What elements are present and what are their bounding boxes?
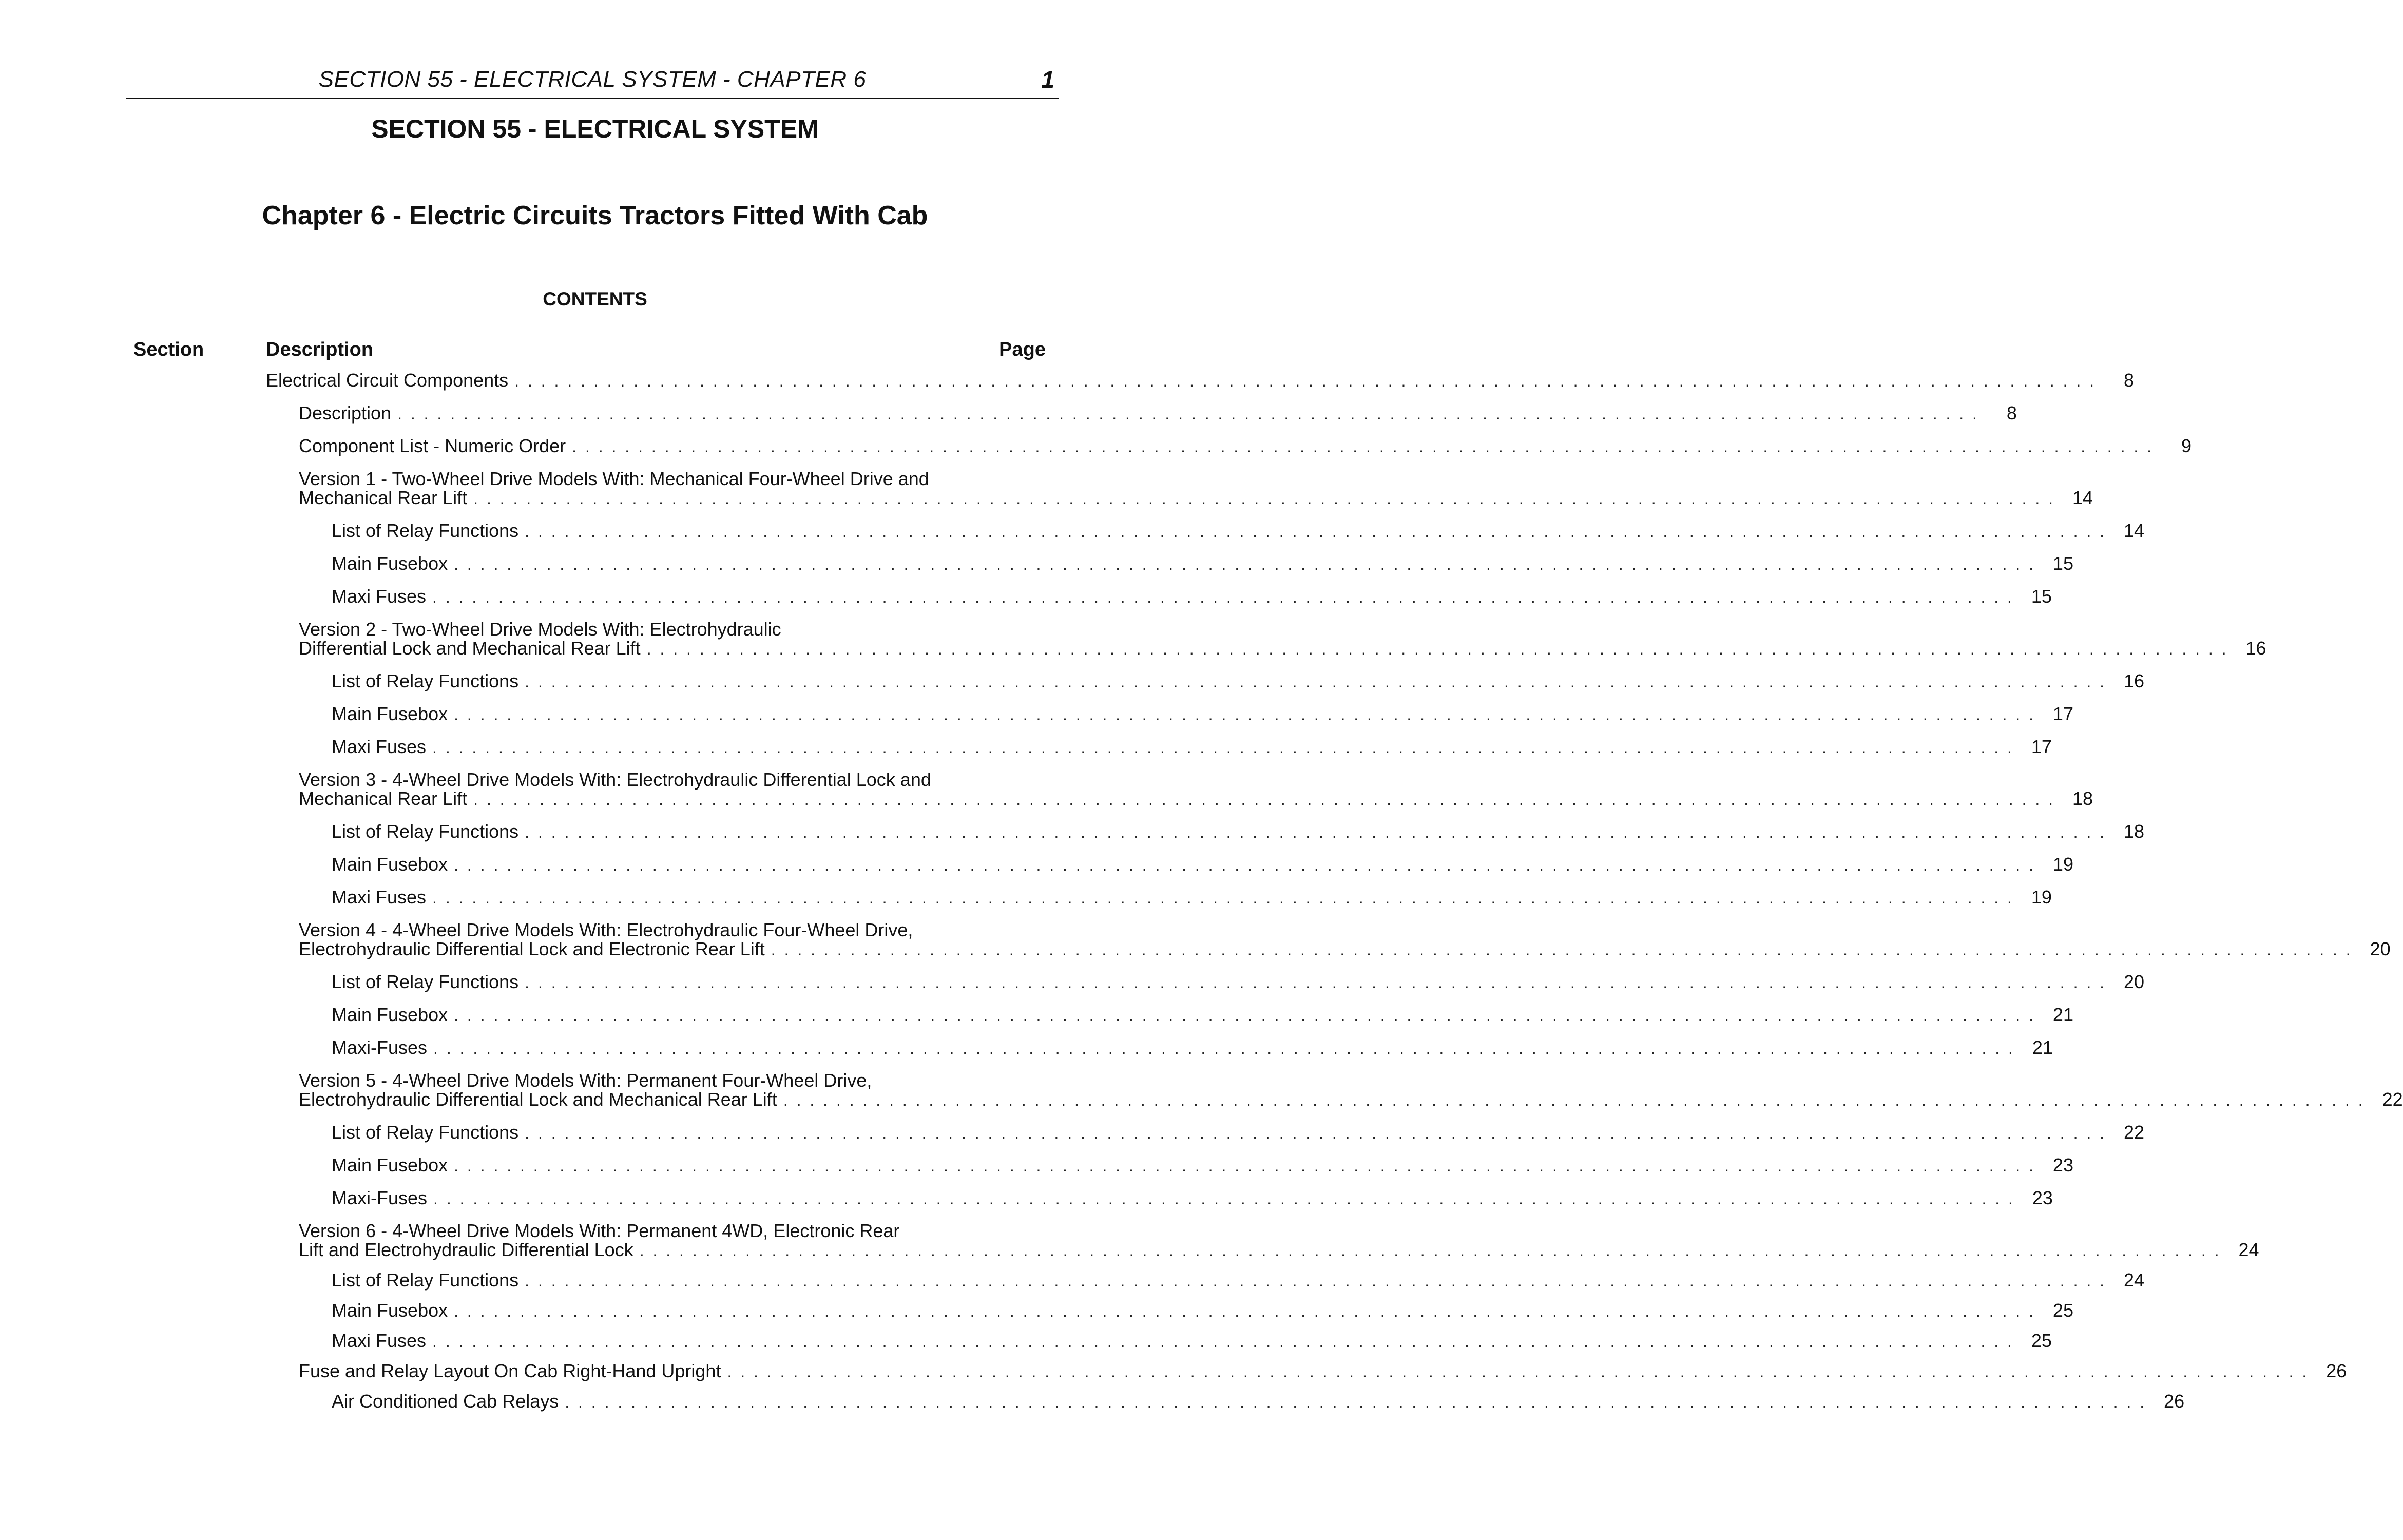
dot-leader: . . . . . . . . . . . . . . . . . . . . . . . . . . . . . . . . . . . . . . . . . . . . . . . . . . . . . . . . . . . . . . . . . . . . . . . . . . . . . . . . . . . . . . . . . . . . . . . . . . . . . . . . . . . . . . . . . . . . . . . . [525, 672, 2107, 691]
toc-entry-page: 25 [2052, 1300, 2073, 1321]
toc-entry-title: Mechanical Rear Lift [299, 788, 468, 809]
toc-entry-page: 20 [2123, 971, 2145, 992]
column-header-description: Description [266, 339, 374, 360]
toc-entry-page: 20 [2370, 938, 2391, 959]
toc-entry-page: 9 [2181, 435, 2192, 456]
toc-entry-page: 14 [2123, 520, 2145, 541]
dot-leader: . . . . . . . . . . . . . . . . . . . . . . . . . . . . . . . . . . . . . . . . . . . . . . . . . . . . . . . . . . . . . . . . . . . . . . . . . . . . . . . . . . . . . . . . . . . . . . . . . . . . . . . . . . . . . . . . . . . . . . . . [433, 1039, 2015, 1057]
toc-entry-title: Maxi Fuses [332, 887, 427, 908]
dot-leader: . . . . . . . . . . . . . . . . . . . . . . . . . . . . . . . . . . . . . . . . . . . . . . . . . . . . . . . . . . . . . . . . . . . . . . . . . . . . . . . . . . . . . . . . . . . . . . . . . . . . . . . . . . . . . . . . . . . . . . . . [525, 522, 2107, 541]
toc-entry-title: Maxi Fuses [332, 586, 427, 607]
toc-entry-title-line: Version 3 - 4-Wheel Drive Models With: Electrohydraulic Differential Lock and [299, 769, 931, 790]
toc-entry-title: List of Relay Functions [332, 1122, 519, 1143]
toc-entry-title-line: Version 2 - Two-Wheel Drive Models With: Electrohydraulic [299, 619, 781, 640]
dot-leader: . . . . . . . . . . . . . . . . . . . . . . . . . . . . . . . . . . . . . . . . . . . . . . . . . . . . . . . . . . . . . . . . . . . . . . . . . . . . . . . . . . . . . . . . . . . . . . . . . . . . . . . . . . . . . . . . . . . . . . . . [454, 1006, 2035, 1025]
toc-entry-page: 19 [2031, 887, 2052, 908]
toc-entry-title: Differential Lock and Mechanical Rear Lift [299, 638, 641, 659]
dot-leader: . . . . . . . . . . . . . . . . . . . . . . . . . . . . . . . . . . . . . . . . . . . . . . . . . . . . . . . . . . . . . . . . . . . . . . . . . . . . . . . . . . . . . . . . . . . . . . . . . . . . . . . . . . . . . . . . . . . . . . . . [433, 1189, 2015, 1208]
dot-leader: . . . . . . . . . . . . . . . . . . . . . . . . . . . . . . . . . . . . . . . . . . . . . . . . . . . . . . . . . . . . . . . . . . . . . . . . . . . . . . . . . . . . . . . . . . . . . . . . . . . . . . . . . . . . . . . . . . . . . . . . [565, 1393, 2147, 1411]
toc-entry-page: 18 [2072, 788, 2093, 809]
toc-entry-title: Maxi Fuses [332, 1330, 427, 1351]
dot-leader: . . . . . . . . . . . . . . . . . . . . . . . . . . . . . . . . . . . . . . . . . . . . . . . . . . . . . . . . . . . . . . . . . . . . . . . . . . . . . . . . . . . . . . . . . . . . . . . . . . . . . . . . . . . . . . . . . . . . . . . . [454, 705, 2035, 724]
dot-leader: . . . . . . . . . . . . . . . . . . . . . . . . . . . . . . . . . . . . . . . . . . . . . . . . . . . . . . . . . . . . . . . . . . . . . . . . . . . . . . . . . . . . . . . . . . . . . . . . . . . . . . . . . . . . . . . . . . . . . . . . [432, 889, 2014, 907]
toc-entry-page: 23 [2032, 1187, 2053, 1208]
toc-entry-page: 15 [2052, 553, 2073, 574]
toc-entry-title: List of Relay Functions [332, 821, 519, 842]
dot-leader: . . . . . . . . . . . . . . . . . . . . . . . . . . . . . . . . . . . . . . . . . . . . . . . . . . . . . . . . . . . . . . . . . . . . . . . . . . . . . . . . . . . . . . . . . . . . . . . . . . . . . . . . . . . . . . . . . . . . . . . . [397, 405, 1979, 423]
toc-entry-page: 22 [2123, 1122, 2145, 1143]
toc-entry-page: 24 [2238, 1239, 2259, 1260]
toc-entry-page: 8 [2006, 402, 2017, 424]
toc-entry-page: 14 [2072, 487, 2093, 508]
toc-entry-page: 26 [2326, 1360, 2347, 1381]
toc-entry-page: 25 [2031, 1330, 2052, 1351]
toc-entry-title: Component List - Numeric Order [299, 435, 566, 456]
toc-entry-title: Main Fusebox [332, 1154, 448, 1176]
toc-entry-page: 8 [2124, 370, 2135, 391]
dot-leader: . . . . . . . . . . . . . . . . . . . . . . . . . . . . . . . . . . . . . . . . . . . . . . . . . . . . . . . . . . . . . . . . . . . . . . . . . . . . . . . . . . . . . . . . . . . . . . . . . . . . . . . . . . . . . . . . . . . . . . . . [454, 1302, 2035, 1320]
chapter-title: Chapter 6 - Electric Circuits Tractors Fitted With Cab [262, 201, 928, 230]
toc-entry-page: 24 [2123, 1269, 2145, 1291]
dot-leader: . . . . . . . . . . . . . . . . . . . . . . . . . . . . . . . . . . . . . . . . . . . . . . . . . . . . . . . . . . . . . . . . . . . . . . . . . . . . . . . . . . . . . . . . . . . . . . . . . . . . . . . . . . . . . . . . . . . . . . . . [454, 555, 2035, 573]
toc-entry-title: Main Fusebox [332, 703, 448, 724]
toc-entry-title: List of Relay Functions [332, 971, 519, 992]
toc-entry-title: Main Fusebox [332, 1300, 448, 1321]
toc-entry-title: List of Relay Functions [332, 520, 519, 541]
toc-entry-title: Electrical Circuit Components [266, 370, 509, 391]
toc-entry-page: 23 [2052, 1154, 2073, 1176]
toc-entry-page: 22 [2382, 1089, 2403, 1110]
column-header-section: Section [133, 339, 204, 360]
dot-leader: . . . . . . . . . . . . . . . . . . . . . . . . . . . . . . . . . . . . . . . . . . . . . . . . . . . . . . . . . . . . . . . . . . . . . . . . . . . . . . . . . . . . . . . . . . . . . . . . . . . . . . . . . . . . . . . . . . . . . . . . [454, 1157, 2035, 1175]
toc-entry-page: 21 [2032, 1037, 2053, 1058]
toc-entry-title: Electrohydraulic Differential Lock and Electronic Rear Lift [299, 938, 765, 959]
dot-leader: . . . . . . . . . . . . . . . . . . . . . . . . . . . . . . . . . . . . . . . . . . . . . . . . . . . . . . . . . . . . . . . . . . . . . . . . . . . . . . . . . . . . . . . . . . . . . . . . . . . . . . . . . . . . . . . . . . . . . . . . [454, 856, 2035, 874]
dot-leader: . . . . . . . . . . . . . . . . . . . . . . . . . . . . . . . . . . . . . . . . . . . . . . . . . . . . . . . . . . . . . . . . . . . . . . . . . . . . . . . . . . . . . . . . . . . . . . . . . . . . . . . . . . . . . . . . . . . . . . . . [525, 823, 2107, 841]
contents-heading: CONTENTS [543, 288, 647, 310]
toc-entry-title-line: Version 6 - 4-Wheel Drive Models With: Permanent 4WD, Electronic Rear [299, 1220, 900, 1241]
dot-leader: . . . . . . . . . . . . . . . . . . . . . . . . . . . . . . . . . . . . . . . . . . . . . . . . . . . . . . . . . . . . . . . . . . . . . . . . . . . . . . . . . . . . . . . . . . . . . . . . . . . . . . . . . . . . . . . . . . . . . . . . [525, 973, 2107, 992]
toc-entry-page: 18 [2123, 821, 2145, 842]
toc-entry-title: Main Fusebox [332, 553, 448, 574]
section-title: SECTION 55 - ELECTRICAL SYSTEM [371, 114, 819, 143]
dot-leader: . . . . . . . . . . . . . . . . . . . . . . . . . . . . . . . . . . . . . . . . . . . . . . . . . . . . . . . . . . . . . . . . . . . . . . . . . . . . . . . . . . . . . . . . . . . . . . . . . . . . . . . . . . . . . . . . . . . . . . . . [727, 1362, 2309, 1381]
toc-entry-title-line: Version 4 - 4-Wheel Drive Models With: Electrohydraulic Four-Wheel Drive, [299, 919, 913, 940]
toc-entry-title: Air Conditioned Cab Relays [332, 1391, 559, 1412]
toc-entry-title: Main Fusebox [332, 1004, 448, 1025]
toc-entry-title: Description [299, 402, 392, 424]
toc-entry-page: 16 [2245, 638, 2266, 659]
dot-leader: . . . . . . . . . . . . . . . . . . . . . . . . . . . . . . . . . . . . . . . . . . . . . . . . . . . . . . . . . . . . . . . . . . . . . . . . . . . . . . . . . . . . . . . . . . . . . . . . . . . . . . . . . . . . . . . . . . . . . . . . [432, 1332, 2014, 1351]
running-title: SECTION 55 - ELECTRICAL SYSTEM - CHAPTER 6 [318, 67, 867, 92]
toc-entry-title: Fuse and Relay Layout On Cab Right-Hand Upright [299, 1360, 721, 1381]
dot-leader: . . . . . . . . . . . . . . . . . . . . . . . . . . . . . . . . . . . . . . . . . . . . . . . . . . . . . . . . . . . . . . . . . . . . . . . . . . . . . . . . . . . . . . . . . . . . . . . . . . . . . . . . . . . . . . . . . . . . . . . . [473, 489, 2055, 508]
dot-leader: . . . . . . . . . . . . . . . . . . . . . . . . . . . . . . . . . . . . . . . . . . . . . . . . . . . . . . . . . . . . . . . . . . . . . . . . . . . . . . . . . . . . . . . . . . . . . . . . . . . . . . . . . . . . . . . . . . . . . . . . [783, 1091, 2365, 1109]
toc-entry-title: Main Fusebox [332, 854, 448, 875]
toc-entry-title: Maxi-Fuses [332, 1037, 428, 1058]
toc-entry-page: 26 [2164, 1391, 2185, 1412]
dot-leader: . . . . . . . . . . . . . . . . . . . . . . . . . . . . . . . . . . . . . . . . . . . . . . . . . . . . . . . . . . . . . . . . . . . . . . . . . . . . . . . . . . . . . . . . . . . . . . . . . . . . . . . . . . . . . . . . . . . . . . . . [432, 588, 2014, 606]
dot-leader: . . . . . . . . . . . . . . . . . . . . . . . . . . . . . . . . . . . . . . . . . . . . . . . . . . . . . . . . . . . . . . . . . . . . . . . . . . . . . . . . . . . . . . . . . . . . . . . . . . . . . . . . . . . . . . . . . . . . . . . . [771, 940, 2353, 959]
toc-entry-title: List of Relay Functions [332, 670, 519, 691]
dot-leader: . . . . . . . . . . . . . . . . . . . . . . . . . . . . . . . . . . . . . . . . . . . . . . . . . . . . . . . . . . . . . . . . . . . . . . . . . . . . . . . . . . . . . . . . . . . . . . . . . . . . . . . . . . . . . . . . . . . . . . . . [572, 437, 2154, 456]
toc-entry-page: 19 [2052, 854, 2073, 875]
dot-leader: . . . . . . . . . . . . . . . . . . . . . . . . . . . . . . . . . . . . . . . . . . . . . . . . . . . . . . . . . . . . . . . . . . . . . . . . . . . . . . . . . . . . . . . . . . . . . . . . . . . . . . . . . . . . . . . . . . . . . . . . [432, 738, 2014, 757]
toc-entry-title: Maxi-Fuses [332, 1187, 428, 1208]
toc-entry-title: Maxi Fuses [332, 736, 427, 757]
toc-entry-title-line: Version 1 - Two-Wheel Drive Models With: Mechanical Four-Wheel Drive and [299, 468, 929, 489]
toc-entry-title: Lift and Electrohydraulic Differential Lock [299, 1239, 633, 1260]
toc-entry-page: 21 [2052, 1004, 2073, 1025]
toc-entry-title: List of Relay Functions [332, 1269, 519, 1291]
dot-leader: . . . . . . . . . . . . . . . . . . . . . . . . . . . . . . . . . . . . . . . . . . . . . . . . . . . . . . . . . . . . . . . . . . . . . . . . . . . . . . . . . . . . . . . . . . . . . . . . . . . . . . . . . . . . . . . . . . . . . . . . [514, 372, 2097, 390]
toc-entry-page: 16 [2123, 670, 2145, 691]
dot-leader: . . . . . . . . . . . . . . . . . . . . . . . . . . . . . . . . . . . . . . . . . . . . . . . . . . . . . . . . . . . . . . . . . . . . . . . . . . . . . . . . . . . . . . . . . . . . . . . . . . . . . . . . . . . . . . . . . . . . . . . . [525, 1124, 2107, 1142]
column-header-page: Page [999, 339, 1046, 360]
toc-entry-title-line: Version 5 - 4-Wheel Drive Models With: Permanent Four-Wheel Drive, [299, 1070, 872, 1091]
toc-entry-page: 17 [2052, 703, 2073, 724]
toc-entry-title: Mechanical Rear Lift [299, 487, 468, 508]
page-number: 1 [1041, 66, 1054, 93]
dot-leader: . . . . . . . . . . . . . . . . . . . . . . . . . . . . . . . . . . . . . . . . . . . . . . . . . . . . . . . . . . . . . . . . . . . . . . . . . . . . . . . . . . . . . . . . . . . . . . . . . . . . . . . . . . . . . . . . . . . . . . . . [646, 640, 2228, 658]
dot-leader: . . . . . . . . . . . . . . . . . . . . . . . . . . . . . . . . . . . . . . . . . . . . . . . . . . . . . . . . . . . . . . . . . . . . . . . . . . . . . . . . . . . . . . . . . . . . . . . . . . . . . . . . . . . . . . . . . . . . . . . . [639, 1241, 2221, 1260]
toc-entry-page: 17 [2031, 736, 2052, 757]
dot-leader: . . . . . . . . . . . . . . . . . . . . . . . . . . . . . . . . . . . . . . . . . . . . . . . . . . . . . . . . . . . . . . . . . . . . . . . . . . . . . . . . . . . . . . . . . . . . . . . . . . . . . . . . . . . . . . . . . . . . . . . . [473, 790, 2055, 808]
toc-entry-page: 15 [2031, 586, 2052, 607]
dot-leader: . . . . . . . . . . . . . . . . . . . . . . . . . . . . . . . . . . . . . . . . . . . . . . . . . . . . . . . . . . . . . . . . . . . . . . . . . . . . . . . . . . . . . . . . . . . . . . . . . . . . . . . . . . . . . . . . . . . . . . . . [525, 1272, 2107, 1290]
toc-entry-title: Electrohydraulic Differential Lock and Mechanical Rear Lift [299, 1089, 777, 1110]
